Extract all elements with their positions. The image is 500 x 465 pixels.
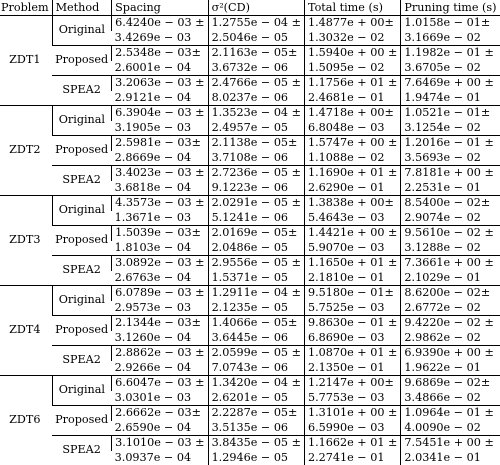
sigma-cd-mean-cell: 2.4766e − 05 ± bbox=[208, 76, 304, 91]
sigma-cd-std-cell: 3.6732e − 06 bbox=[208, 61, 304, 76]
total-time-std-cell: 1.1088e − 02 bbox=[304, 151, 400, 166]
total-time-mean-cell: 1.5747e + 00 ± bbox=[304, 136, 400, 151]
pruning-time-mean-cell: 1.0521e − 01± bbox=[401, 106, 500, 121]
problem-cell: ZDT2 bbox=[0, 106, 52, 196]
table-row bbox=[0, 286, 500, 301]
total-time-mean-cell: 1.5940e + 00 ± bbox=[304, 46, 400, 61]
spacing-std-cell: 1.8103e − 04 bbox=[112, 241, 208, 256]
pruning-time-std-cell: 2.2531e − 01 bbox=[401, 181, 500, 196]
sigma-cd-mean-cell: 2.0599e − 05 ± bbox=[208, 346, 304, 361]
spacing-std-cell: 2.9121e − 04 bbox=[112, 91, 208, 106]
pruning-time-std-cell: 2.1029e − 01 bbox=[401, 271, 500, 286]
table-row bbox=[0, 166, 500, 181]
method-cell: Proposed bbox=[52, 46, 112, 76]
total-time-mean-cell: 1.1690e + 01 ± bbox=[304, 166, 400, 181]
sigma-cd-std-cell: 1.5371e − 05 bbox=[208, 271, 304, 286]
sigma-cd-std-cell: 8.0237e − 06 bbox=[208, 91, 304, 106]
pruning-time-mean-cell: 1.0158e − 01± bbox=[401, 16, 500, 31]
sigma-cd-mean-cell: 1.2755e − 04 ± bbox=[208, 16, 304, 31]
total-time-std-cell: 6.5990e − 03 bbox=[304, 421, 400, 436]
pruning-time-mean-cell: 9.5610e − 02 ± bbox=[401, 226, 500, 241]
spacing-mean-cell: 2.8862e − 03 ± bbox=[112, 346, 208, 361]
sigma-cd-mean-cell: 1.3523e − 04 ± bbox=[208, 106, 304, 121]
spacing-std-cell: 2.6590e − 04 bbox=[112, 421, 208, 436]
spacing-mean-cell: 6.3904e − 03 ± bbox=[112, 106, 208, 121]
total-time-mean-cell: 9.5180e − 01± bbox=[304, 286, 400, 301]
table-body bbox=[0, 16, 500, 465]
pruning-time-mean-cell: 1.0964e − 01 ± bbox=[401, 406, 500, 421]
table-row bbox=[0, 316, 500, 331]
spacing-std-cell: 2.9573e − 03 bbox=[112, 301, 208, 316]
pruning-time-std-cell: 3.1288e − 02 bbox=[401, 241, 500, 256]
method-cell: SPEA2 bbox=[52, 346, 112, 376]
problem-cell: ZDT3 bbox=[0, 196, 52, 286]
total-time-std-cell: 6.8048e − 03 bbox=[304, 121, 400, 136]
header-method: Method bbox=[52, 0, 112, 16]
pruning-time-mean-cell: 1.2016e − 01 ± bbox=[401, 136, 500, 151]
total-time-mean-cell: 1.3838e + 00± bbox=[304, 196, 400, 211]
spacing-std-cell: 2.6001e − 04 bbox=[112, 61, 208, 76]
pruning-time-std-cell: 3.1669e − 02 bbox=[401, 31, 500, 46]
table-row bbox=[0, 76, 500, 91]
spacing-mean-cell: 3.1010e − 03 ± bbox=[112, 436, 208, 451]
table-row bbox=[0, 346, 500, 361]
spacing-std-cell: 3.1905e − 03 bbox=[112, 121, 208, 136]
problem-cell: ZDT4 bbox=[0, 286, 52, 376]
spacing-std-cell: 3.4269e − 03 bbox=[112, 31, 208, 46]
method-cell: Proposed bbox=[52, 226, 112, 256]
total-time-std-cell: 5.9070e − 03 bbox=[304, 241, 400, 256]
header-sigma-cd: σ²(CD) bbox=[208, 0, 304, 16]
total-time-mean-cell: 1.1650e + 01 ± bbox=[304, 256, 400, 271]
sigma-cd-std-cell: 9.1223e − 06 bbox=[208, 181, 304, 196]
sigma-cd-mean-cell: 1.3420e − 04 ± bbox=[208, 376, 304, 391]
total-time-std-cell: 2.6290e − 01 bbox=[304, 181, 400, 196]
spacing-std-cell: 2.6763e − 04 bbox=[112, 271, 208, 286]
table-row bbox=[0, 106, 500, 121]
header-pruning-time: Pruning time (s) bbox=[401, 0, 500, 16]
pruning-time-std-cell: 2.6772e − 02 bbox=[401, 301, 500, 316]
sigma-cd-std-cell: 1.2946e − 05 bbox=[208, 451, 304, 465]
pruning-time-mean-cell: 8.6200e − 02± bbox=[401, 286, 500, 301]
total-time-mean-cell: 1.4421e + 00 ± bbox=[304, 226, 400, 241]
pruning-time-mean-cell: 1.1982e − 01 ± bbox=[401, 46, 500, 61]
total-time-std-cell: 2.1350e − 01 bbox=[304, 361, 400, 376]
table-row bbox=[0, 376, 500, 391]
spacing-std-cell: 3.0937e − 04 bbox=[112, 451, 208, 465]
pruning-time-mean-cell: 9.4220e − 02 ± bbox=[401, 316, 500, 331]
total-time-mean-cell: 1.0870e + 01 ± bbox=[304, 346, 400, 361]
total-time-mean-cell: 1.2147e + 00± bbox=[304, 376, 400, 391]
spacing-mean-cell: 3.2063e − 03 ± bbox=[112, 76, 208, 91]
spacing-mean-cell: 6.6047e − 03 ± bbox=[112, 376, 208, 391]
method-cell: Original bbox=[52, 106, 112, 136]
total-time-std-cell: 1.5095e − 02 bbox=[304, 61, 400, 76]
sigma-cd-mean-cell: 1.2911e − 04 ± bbox=[208, 286, 304, 301]
sigma-cd-mean-cell: 1.4066e − 05± bbox=[208, 316, 304, 331]
spacing-mean-cell: 3.4023e − 03 ± bbox=[112, 166, 208, 181]
spacing-std-cell: 3.1260e − 04 bbox=[112, 331, 208, 346]
table-row bbox=[0, 406, 500, 421]
table-row bbox=[0, 136, 500, 151]
pruning-time-std-cell: 2.9074e − 02 bbox=[401, 211, 500, 226]
sigma-cd-std-cell: 3.7108e − 06 bbox=[208, 151, 304, 166]
pruning-time-std-cell: 1.9474e − 01 bbox=[401, 91, 500, 106]
pruning-time-std-cell: 1.9622e − 01 bbox=[401, 361, 500, 376]
sigma-cd-mean-cell: 2.0169e − 05± bbox=[208, 226, 304, 241]
spacing-std-cell: 1.3671e − 03 bbox=[112, 211, 208, 226]
total-time-std-cell: 5.7525e − 03 bbox=[304, 301, 400, 316]
sigma-cd-mean-cell: 2.9556e − 05 ± bbox=[208, 256, 304, 271]
header-total-time: Total time (s) bbox=[304, 0, 400, 16]
sigma-cd-std-cell: 2.5046e − 05 bbox=[208, 31, 304, 46]
sigma-cd-std-cell: 3.6445e − 06 bbox=[208, 331, 304, 346]
spacing-mean-cell: 3.0892e − 03 ± bbox=[112, 256, 208, 271]
sigma-cd-std-cell: 2.0486e − 05 bbox=[208, 241, 304, 256]
total-time-mean-cell: 1.3101e + 00 ± bbox=[304, 406, 400, 421]
sigma-cd-mean-cell: 2.1138e − 05± bbox=[208, 136, 304, 151]
total-time-mean-cell: 1.4718e + 00± bbox=[304, 106, 400, 121]
table-row bbox=[0, 16, 500, 31]
sigma-cd-mean-cell: 2.1163e − 05± bbox=[208, 46, 304, 61]
pruning-time-std-cell: 3.6705e − 02 bbox=[401, 61, 500, 76]
problem-cell: ZDT6 bbox=[0, 376, 52, 465]
pruning-time-std-cell: 3.1254e − 02 bbox=[401, 121, 500, 136]
total-time-std-cell: 5.4643e − 03 bbox=[304, 211, 400, 226]
header-problem: Problem bbox=[0, 0, 52, 16]
pruning-time-std-cell: 2.9862e − 02 bbox=[401, 331, 500, 346]
sigma-cd-mean-cell: 2.7236e − 05 ± bbox=[208, 166, 304, 181]
spacing-std-cell: 2.8669e − 04 bbox=[112, 151, 208, 166]
spacing-mean-cell: 6.4240e − 03 ± bbox=[112, 16, 208, 31]
method-cell: Original bbox=[52, 196, 112, 226]
method-cell: SPEA2 bbox=[52, 76, 112, 106]
spacing-std-cell: 3.6818e − 04 bbox=[112, 181, 208, 196]
spacing-mean-cell: 6.0789e − 03 ± bbox=[112, 286, 208, 301]
method-cell: Original bbox=[52, 376, 112, 406]
total-time-mean-cell: 1.4877e + 00± bbox=[304, 16, 400, 31]
header-row bbox=[0, 0, 500, 16]
total-time-mean-cell: 1.1662e + 01 ± bbox=[304, 436, 400, 451]
pruning-time-mean-cell: 7.5451e + 00 ± bbox=[401, 436, 500, 451]
pruning-time-mean-cell: 6.9390e + 00 ± bbox=[401, 346, 500, 361]
sigma-cd-std-cell: 2.4957e − 05 bbox=[208, 121, 304, 136]
pruning-time-std-cell: 4.0090e − 02 bbox=[401, 421, 500, 436]
spacing-mean-cell: 2.1344e − 03± bbox=[112, 316, 208, 331]
total-time-mean-cell: 9.8630e − 01 ± bbox=[304, 316, 400, 331]
method-cell: Proposed bbox=[52, 136, 112, 166]
sigma-cd-std-cell: 2.1235e − 05 bbox=[208, 301, 304, 316]
method-cell: Original bbox=[52, 16, 112, 46]
sigma-cd-std-cell: 3.5135e − 06 bbox=[208, 421, 304, 436]
spacing-mean-cell: 4.3573e − 03 ± bbox=[112, 196, 208, 211]
sigma-cd-std-cell: 5.1241e − 06 bbox=[208, 211, 304, 226]
sigma-cd-mean-cell: 2.2287e − 05± bbox=[208, 406, 304, 421]
sigma-cd-std-cell: 2.6201e − 05 bbox=[208, 391, 304, 406]
total-time-std-cell: 2.1810e − 01 bbox=[304, 271, 400, 286]
total-time-std-cell: 5.7753e − 03 bbox=[304, 391, 400, 406]
table-row bbox=[0, 226, 500, 241]
problem-cell: ZDT1 bbox=[0, 16, 52, 106]
table-row bbox=[0, 46, 500, 61]
table-row bbox=[0, 256, 500, 271]
spacing-std-cell: 2.9266e − 04 bbox=[112, 361, 208, 376]
method-cell: SPEA2 bbox=[52, 436, 112, 465]
pruning-time-std-cell: 3.5693e − 02 bbox=[401, 151, 500, 166]
method-cell: Proposed bbox=[52, 316, 112, 346]
total-time-std-cell: 6.8690e − 03 bbox=[304, 331, 400, 346]
sigma-cd-mean-cell: 3.8435e − 05 ± bbox=[208, 436, 304, 451]
pruning-time-mean-cell: 7.3661e + 00 ± bbox=[401, 256, 500, 271]
spacing-std-cell: 3.0301e − 03 bbox=[112, 391, 208, 406]
table-header bbox=[0, 0, 500, 16]
method-cell: SPEA2 bbox=[52, 166, 112, 196]
method-cell: Proposed bbox=[52, 406, 112, 436]
pruning-time-std-cell: 3.4866e − 02 bbox=[401, 391, 500, 406]
pruning-time-mean-cell: 7.8181e + 00 ± bbox=[401, 166, 500, 181]
header-spacing: Spacing bbox=[112, 0, 208, 16]
spacing-mean-cell: 2.6662e − 03± bbox=[112, 406, 208, 421]
total-time-std-cell: 1.3032e − 02 bbox=[304, 31, 400, 46]
table-row bbox=[0, 436, 500, 451]
table-row bbox=[0, 196, 500, 211]
pruning-time-mean-cell: 7.6469e + 00 ± bbox=[401, 76, 500, 91]
method-cell: Original bbox=[52, 286, 112, 316]
spacing-mean-cell: 2.5981e − 03± bbox=[112, 136, 208, 151]
pruning-time-mean-cell: 8.5400e − 02± bbox=[401, 196, 500, 211]
pruning-time-std-cell: 2.0341e − 01 bbox=[401, 451, 500, 465]
pruning-time-mean-cell: 9.6869e − 02± bbox=[401, 376, 500, 391]
sigma-cd-mean-cell: 2.0291e − 05 ± bbox=[208, 196, 304, 211]
total-time-std-cell: 2.2741e − 01 bbox=[304, 451, 400, 465]
total-time-std-cell: 2.4681e − 01 bbox=[304, 91, 400, 106]
spacing-mean-cell: 1.5039e − 03± bbox=[112, 226, 208, 241]
method-cell: SPEA2 bbox=[52, 256, 112, 286]
total-time-mean-cell: 1.1756e + 01 ± bbox=[304, 76, 400, 91]
sigma-cd-std-cell: 7.0743e − 06 bbox=[208, 361, 304, 376]
spacing-mean-cell: 2.5348e − 03± bbox=[112, 46, 208, 61]
